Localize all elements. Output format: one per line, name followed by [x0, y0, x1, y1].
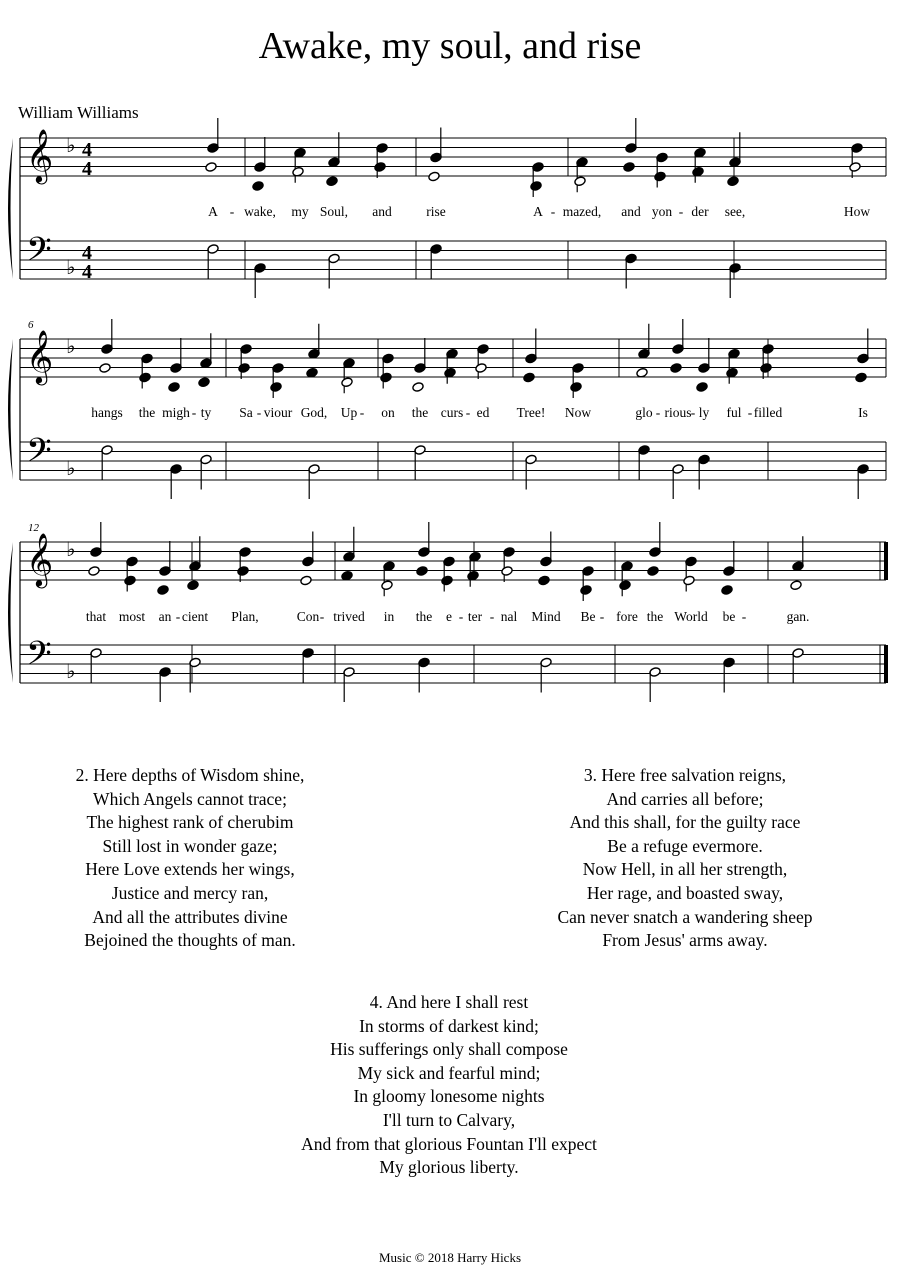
- note-head: [654, 171, 666, 182]
- lyric-syllable: be: [722, 609, 736, 624]
- lyric-hyphen: -: [229, 204, 235, 219]
- lyric-syllable: e: [446, 609, 452, 624]
- measure-number-6: 6: [28, 319, 34, 331]
- lyric-hyphen: -: [191, 405, 197, 420]
- note-head: [467, 570, 479, 581]
- note-head: [270, 382, 282, 393]
- note-head: [760, 363, 772, 374]
- verse-line: Here Love extends her wings,: [85, 859, 295, 880]
- lyric-syllable: glo: [635, 405, 653, 420]
- bass-clef-icon: 𝄢: [26, 231, 52, 277]
- lyric-syllable: Sa: [239, 405, 253, 420]
- lyric-syllable: Be: [580, 609, 596, 624]
- lyric-hyphen: -: [741, 609, 747, 624]
- lyric-syllable: gan.: [786, 609, 810, 624]
- time-signature-bottom: 4: [82, 261, 92, 283]
- verse-line: And carries all before;: [606, 788, 764, 809]
- verse-line: Can never snatch a wandering sheep: [557, 906, 813, 927]
- lyric-syllable: ty: [200, 405, 212, 420]
- note-head: [683, 575, 695, 586]
- verse-line: Still lost in wonder gaze;: [102, 835, 278, 856]
- verse-line: I'll turn to Calvary,: [382, 1109, 516, 1130]
- lyric-hyphen: -: [256, 405, 262, 420]
- note-head: [428, 171, 440, 182]
- lyric-syllable: most: [118, 609, 146, 624]
- bass-clef-icon: 𝄢: [26, 432, 52, 478]
- verse-line: Bejoined the thoughts of man.: [84, 930, 296, 951]
- lyric-syllable: ed: [476, 405, 490, 420]
- lyric-hyphen: -: [175, 609, 181, 624]
- measure-number-12: 12: [28, 522, 39, 534]
- lyric-syllable: the: [415, 609, 433, 624]
- note-head: [574, 176, 586, 187]
- verse-line: And from that glorious Fountan I'll expect: [301, 1133, 597, 1154]
- grand-staff-brace: [8, 339, 13, 480]
- lyric-syllable: How: [843, 204, 871, 219]
- flat-key-signature-icon: ♭: [66, 659, 76, 683]
- note-head: [168, 382, 180, 393]
- note-head: [380, 372, 392, 383]
- note-head: [475, 363, 487, 374]
- note-head: [306, 367, 318, 378]
- note-head: [157, 585, 169, 596]
- verse-line: Her rage, and boasted sway,: [586, 882, 784, 903]
- lyric-syllable: curs: [440, 405, 464, 420]
- note-head: [99, 363, 111, 374]
- verse-line: His sufferings only shall compose: [330, 1039, 568, 1060]
- lyric-syllable: that: [85, 609, 107, 624]
- note-head: [441, 575, 453, 586]
- note-head: [726, 367, 738, 378]
- note-head: [292, 166, 304, 177]
- lyric-syllable: ter: [467, 609, 483, 624]
- verse-line: Now Hell, in all her strength,: [582, 859, 788, 880]
- note-head: [252, 181, 264, 192]
- lyric-syllable: rise: [426, 204, 446, 219]
- lyric-syllable: cient: [181, 609, 209, 624]
- flat-key-signature-icon: ♭: [66, 456, 76, 480]
- note-head: [636, 367, 648, 378]
- bass-clef-icon: 𝄢: [26, 635, 52, 681]
- note-head: [205, 162, 217, 173]
- verse-line: From Jesus' arms away.: [602, 930, 768, 951]
- lyric-hyphen: -: [489, 609, 495, 624]
- verse-2: [10, 764, 370, 953]
- lyric-syllable: Tree!: [516, 405, 546, 420]
- lyric-syllable: der: [691, 204, 709, 219]
- lyric-syllable: rious: [664, 405, 692, 420]
- note-head: [416, 566, 428, 577]
- time-signature-top: 4: [82, 242, 92, 264]
- lyric-syllable: see,: [724, 204, 746, 219]
- note-head: [381, 580, 393, 591]
- verse-3: [515, 764, 855, 953]
- note-head: [570, 382, 582, 393]
- lyric-syllable: ly: [698, 405, 710, 420]
- lyric-syllable: Con: [296, 609, 320, 624]
- system-1: [8, 118, 886, 298]
- lyric-hyphen: -: [458, 609, 464, 624]
- lyric-syllable: fore: [616, 609, 638, 624]
- lyric-syllable: A: [533, 204, 543, 219]
- verse-line: My sick and fearful mind;: [357, 1062, 541, 1083]
- lyric-syllable: God,: [300, 405, 328, 420]
- lyric-syllable: yon: [651, 204, 673, 219]
- note-head: [538, 575, 550, 586]
- note-head: [341, 570, 353, 581]
- verse-line: Which Angels cannot trace;: [93, 788, 287, 809]
- note-head: [670, 363, 682, 374]
- lyric-syllable: and: [621, 204, 641, 219]
- note-head: [326, 176, 338, 187]
- verse-line: In storms of darkest kind;: [359, 1015, 539, 1036]
- lyric-syllable: ful: [726, 405, 742, 420]
- lyric-syllable: and: [372, 204, 392, 219]
- verse-line: Justice and mercy ran,: [111, 882, 269, 903]
- lyric-syllable: in: [383, 609, 395, 624]
- lyric-syllable: World: [674, 609, 708, 624]
- note-head: [444, 367, 456, 378]
- lyric-syllable: Up: [340, 405, 358, 420]
- note-head: [139, 372, 151, 383]
- treble-clef-icon: 𝄞: [26, 532, 54, 586]
- note-head: [237, 566, 249, 577]
- note-head: [198, 377, 210, 388]
- note-head: [88, 566, 100, 577]
- lyric-syllable: viour: [263, 405, 293, 420]
- verse-line: And all the attributes divine: [92, 906, 288, 927]
- note-head: [721, 585, 733, 596]
- flat-key-signature-icon: ♭: [66, 334, 76, 358]
- lyric-hyphen: -: [690, 405, 696, 420]
- lyric-syllable: hangs: [91, 405, 123, 420]
- lyric-syllable: Plan,: [231, 609, 259, 624]
- grand-staff-brace: [8, 138, 13, 279]
- treble-clef-icon: 𝄞: [26, 329, 54, 383]
- lyric-hyphen: -: [359, 405, 365, 420]
- composer-credit: William Williams: [18, 103, 139, 122]
- lyric-syllable: on: [381, 405, 395, 420]
- note-head: [647, 566, 659, 577]
- lyric-syllable: Mind: [531, 609, 561, 624]
- lyric-syllable: the: [138, 405, 156, 420]
- note-head: [849, 162, 861, 173]
- note-head: [580, 585, 592, 596]
- lyric-syllable: an: [158, 609, 172, 624]
- system-3: [8, 522, 886, 702]
- note-head: [523, 372, 535, 383]
- lyric-syllable: Is: [858, 405, 868, 420]
- verse-line: And this shall, for the guilty race: [569, 812, 801, 833]
- system-2: [8, 319, 886, 499]
- lyric-hyphen: -: [678, 204, 684, 219]
- lyric-hyphen: -: [465, 405, 471, 420]
- verse-line: 4. And here I shall rest: [369, 992, 529, 1012]
- note-head: [790, 580, 802, 591]
- hymn-title: Awake, my soul, and rise: [258, 25, 642, 67]
- lyric-syllable: wake,: [244, 204, 276, 219]
- note-head: [855, 372, 867, 383]
- lyric-syllable: Now: [564, 405, 592, 420]
- note-head: [412, 382, 424, 393]
- lyric-hyphen: -: [550, 204, 556, 219]
- note-head: [692, 166, 704, 177]
- lyric-hyphen: -: [747, 405, 753, 420]
- note-head: [374, 162, 386, 173]
- time-signature-top: 4: [82, 139, 92, 161]
- note-head: [727, 176, 739, 187]
- lyric-syllable: nal: [500, 609, 518, 624]
- note-head: [530, 181, 542, 192]
- flat-key-signature-icon: ♭: [66, 537, 76, 561]
- note-head: [187, 580, 199, 591]
- lyric-hyphen: -: [599, 609, 605, 624]
- note-head: [619, 580, 631, 591]
- flat-key-signature-icon: ♭: [66, 255, 76, 279]
- lyric-syllable: mazed,: [562, 204, 602, 219]
- note-head: [238, 363, 250, 374]
- verse-line: 3. Here free salvation reigns,: [583, 765, 787, 785]
- lyric-hyphen: -: [319, 609, 325, 624]
- time-signature-bottom: 4: [82, 158, 92, 180]
- lyric-syllable: migh: [162, 405, 190, 420]
- note-head: [623, 162, 635, 173]
- lyric-syllable: the: [646, 609, 664, 624]
- treble-clef-icon: 𝄞: [26, 128, 54, 182]
- verse-line: My glorious liberty.: [379, 1157, 519, 1178]
- note-head: [696, 382, 708, 393]
- note-head: [124, 575, 136, 586]
- copyright-footer: Music © 2018 Harry Hicks: [378, 1250, 522, 1265]
- lyric-syllable: Soul,: [319, 204, 349, 219]
- note-head: [341, 377, 353, 388]
- note-head: [501, 566, 513, 577]
- verse-4: [249, 991, 649, 1180]
- lyric-syllable: filled: [753, 405, 783, 420]
- lyric-syllable: the: [411, 405, 429, 420]
- lyric-hyphen: -: [655, 405, 661, 420]
- verse-line: 2. Here depths of Wisdom shine,: [75, 765, 305, 785]
- grand-staff-brace: [8, 542, 13, 683]
- lyric-syllable: trived: [333, 609, 365, 624]
- note-head: [300, 575, 312, 586]
- flat-key-signature-icon: ♭: [66, 133, 76, 157]
- verse-line: In gloomy lonesome nights: [353, 1086, 545, 1107]
- lyric-syllable: A: [208, 204, 218, 219]
- verse-line: The highest rank of cherubim: [86, 812, 294, 833]
- verse-line: Be a refuge evermore.: [607, 835, 763, 856]
- lyric-syllable: my: [291, 204, 309, 219]
